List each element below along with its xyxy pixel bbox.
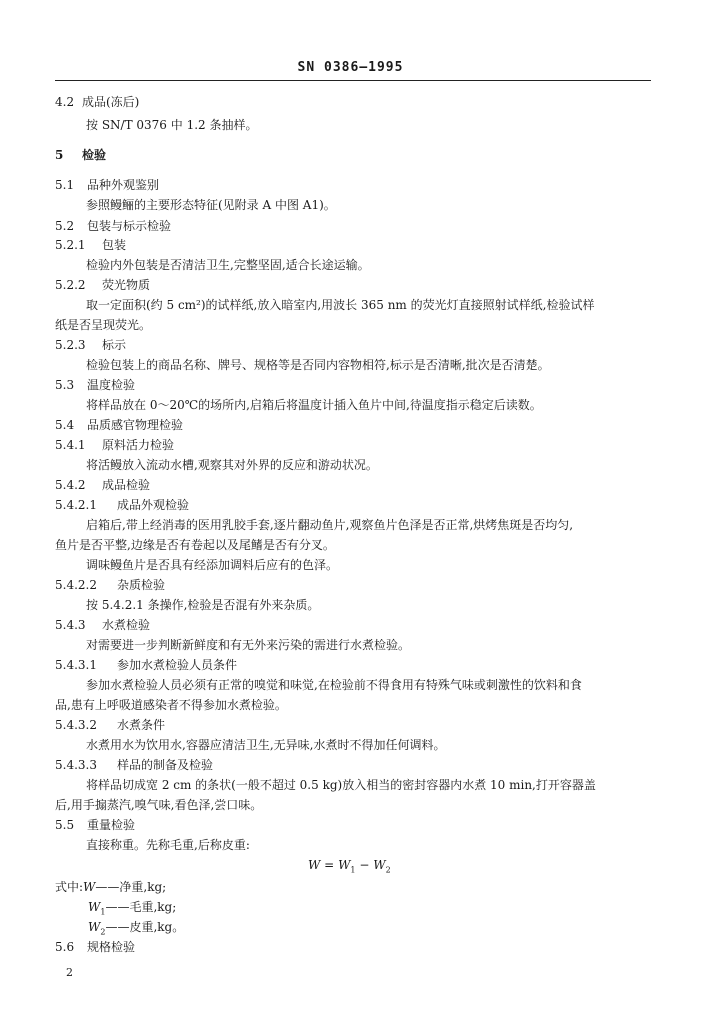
section-5-2: 5.2 包装与标示检验	[55, 219, 172, 233]
paragraph: 直接称重。先称毛重,后称皮重:	[86, 838, 250, 852]
paragraph: 调味鳗鱼片是否具有经添加调料后应有的色泽。	[86, 558, 339, 572]
section-5-4-3-1: 5.4.3.1 参加水煮检验人员条件	[55, 658, 238, 672]
section-5-4-3-2: 5.4.3.2 水煮条件	[55, 718, 166, 732]
paragraph: 水煮用水为饮用水,容器应清洁卫生,无异味,水煮时不得加任何调料。	[86, 738, 446, 752]
section-5-3: 5.3 温度检验	[55, 378, 136, 392]
section-5-5: 5.5 重量检验	[55, 818, 136, 832]
paragraph: 对需要进一步判断新鲜度和有无外来污染的需进行水煮检验。	[86, 638, 411, 652]
paragraph: 将样品放在 0～20℃的场所内,启箱后将温度计插入鱼片中间,待温度指示稳定后读数。	[86, 398, 542, 412]
standard-code-header: SN 0386—1995	[297, 60, 404, 75]
paragraph: 将活鳗放入流动水槽,观察其对外界的反应和游动状况。	[86, 458, 378, 472]
formula-legend-net: 式中:W——净重,kg;	[55, 880, 167, 894]
formula-legend-gross: $W_1——$毛重,kg;	[88, 900, 177, 917]
paragraph: 品,患有上呼吸道感染者不得参加水煮检验。	[55, 698, 287, 712]
section-5-4-3-3: 5.4.3.3 样品的制备及检验	[55, 758, 214, 772]
section-5-4-2-2: 5.4.2.2 杂质检验	[55, 578, 166, 592]
paragraph: 将样品切成宽 2 cm 的条状(一般不超过 0.5 kg)放入相当的密封容器内水煮 10 min,打开容器盖	[86, 778, 596, 792]
section-5-2-3: 5.2.3 标示	[55, 338, 127, 352]
section-5-4-2-1: 5.4.2.1 成品外观检验	[55, 498, 190, 512]
paragraph: 检验包装上的商品名称、牌号、规格等是否同内容物相符,标示是否清晰,批次是否清楚。	[86, 358, 550, 372]
section-5-6: 5.6 规格检验	[55, 940, 136, 954]
page-number: 2	[66, 966, 73, 979]
paragraph: 启箱后,带上经消毒的医用乳胶手套,逐片翻动鱼片,观察鱼片色泽是否正常,烘烤焦斑是否均匀,	[86, 518, 574, 532]
section-5-4-2: 5.4.2 成品检验	[55, 478, 151, 492]
section-5-heading: 5 检验	[55, 148, 107, 162]
section-5-2-2: 5.2.2 荧光物质	[55, 278, 151, 292]
paragraph: 后,用手搧蒸汽,嗅气味,看色泽,尝口味。	[55, 798, 263, 812]
paragraph: 按 SN/T 0376 中 1.2 条抽样。	[86, 118, 258, 132]
paragraph: 按 5.4.2.1 条操作,检验是否混有外来杂质。	[86, 598, 320, 612]
paragraph: 纸是否呈现荧光。	[55, 318, 152, 332]
section-5-4-1: 5.4.1 原料活力检验	[55, 438, 175, 452]
formula-legend-tare: $W_2——$皮重,kg。	[88, 920, 185, 937]
section-5-4-3: 5.4.3 水煮检验	[55, 618, 151, 632]
section-5-2-1: 5.2.1 包装	[55, 238, 127, 252]
weight-formula: $W = W_1 - W_2$	[308, 858, 391, 875]
section-5-4: 5.4 品质感官物理检验	[55, 418, 184, 432]
section-5-1: 5.1 品种外观鉴别	[55, 178, 160, 192]
paragraph: 鱼片是否平整,边缘是否有卷起以及尾鳍是否有分叉。	[55, 538, 335, 552]
header-rule	[55, 80, 651, 81]
section-4-2: 4.2 成品(冻后)	[55, 95, 140, 109]
paragraph: 参照鳗鲡的主要形态特征(见附录 A 中图 A1)。	[86, 198, 336, 212]
paragraph: 检验内外包装是否清洁卫生,完整坚固,适合长途运输。	[86, 258, 370, 272]
paragraph: 参加水煮检验人员必须有正常的嗅觉和味觉,在检验前不得食用有特殊气味或刺激性的饮料和食	[86, 678, 582, 692]
paragraph: 取一定面积(约 5 cm²)的试样纸,放入暗室内,用波长 365 nm 的荧光灯直接照射试样纸,检验试样	[86, 298, 595, 312]
